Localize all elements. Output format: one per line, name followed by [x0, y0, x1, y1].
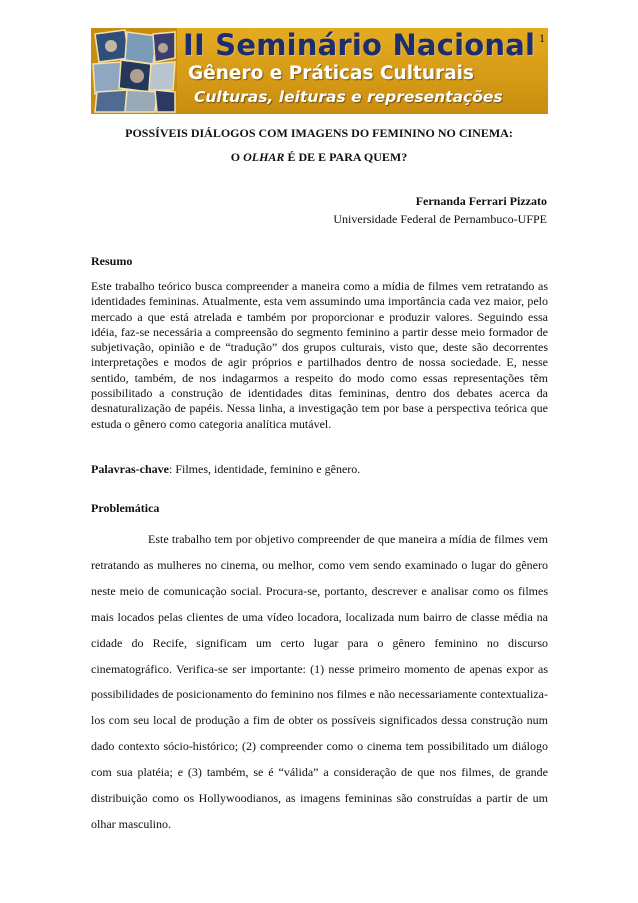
- page-number: 1: [539, 31, 545, 45]
- author-affiliation: Universidade Federal de Pernambuco-UFPE: [333, 212, 547, 226]
- abstract-text: Este trabalho teórico busca compreender a maneira como a mídia de filmes vem retratando as identidades femininas. Atualmente, esta vem assumindo uma importância cada vez maior, pelo mercado a que está atrelada e também por proporcionar e produzir valores. Seguindo essa idéia, faz-se necessária a compreensão do segmento feminino a partir desse meio formador de subjetivação, opinião e de “tradução” dos grupos culturais, visto que, deste são decorrentes interpretações e modos de agir próprios e partilhados dentro de nossa sociedade. E, nesse sentido, também, de nos indagarmos a respeito do modo como essas representações têm possibilitado a construção de identidades ditas femininas, dentro dos debates acerca da desnaturalização de papéis. Nessa linha, a investigação tem por base a perspectiva teórica que estuda o gênero como categoria analítica mutável.: [91, 279, 548, 431]
- collage-image: [91, 28, 177, 114]
- paper-title-line2: [0, 150, 638, 165]
- abstract-heading: Resumo: [91, 254, 133, 268]
- banner-subtitle: Gênero e Práticas Culturais: [188, 63, 475, 84]
- seminar-banner: [91, 28, 548, 114]
- title-italic-word: OLHAR: [243, 150, 285, 164]
- banner-title: II Seminário Nacional: [183, 28, 536, 62]
- banner-tagline: Culturas, leituras e representações: [194, 88, 503, 106]
- keywords-line: [91, 462, 360, 477]
- title-suffix: É DE E PARA QUEM?: [284, 150, 408, 164]
- author-name: Fernanda Ferrari Pizzato: [415, 194, 547, 208]
- paper-title-line1: POSSÍVEIS DIÁLOGOS COM IMAGENS DO FEMININO NO CINEMA:: [125, 126, 513, 140]
- section-heading: Problemática: [91, 501, 160, 515]
- section-body: Este trabalho tem por objetivo compreender de que maneira a mídia de filmes vem retratando as mulheres no cinema, ou melhor, como vem sendo examinado o lugar do gênero neste meio de comunicação social. Procura-se, portanto, descrever e analisar como os filmes mais locados pelas clientes de uma vídeo locadora, localizada num bairro de classe média na cidade do Recife, significam um certo lugar para o gênero feminino no discurso cinematográfico. Verifica-se ser importante: (1) nesse primeiro momento de apenas expor as possibilidades de posicionamento do feminino nos filmes e não necessariamente contextualiza-los com seu local de produção a fim de obter os possíveis significados dessa construção num dado contexto sócio-histórico; (2) compreender como o cinema tem possibilitado um diálogo com sua platéia; e (3) também, se é “válida” a consideração de que nos filmes, de grande distribuição como os Hollywoodianos, as imagens femininas são construídas a partir de um olhar masculino.: [91, 532, 548, 831]
- keywords-text: : Filmes, identidade, feminino e gênero.: [168, 462, 361, 476]
- title-prefix: O: [230, 150, 244, 164]
- keywords-label: Palavras-chave: [91, 462, 169, 476]
